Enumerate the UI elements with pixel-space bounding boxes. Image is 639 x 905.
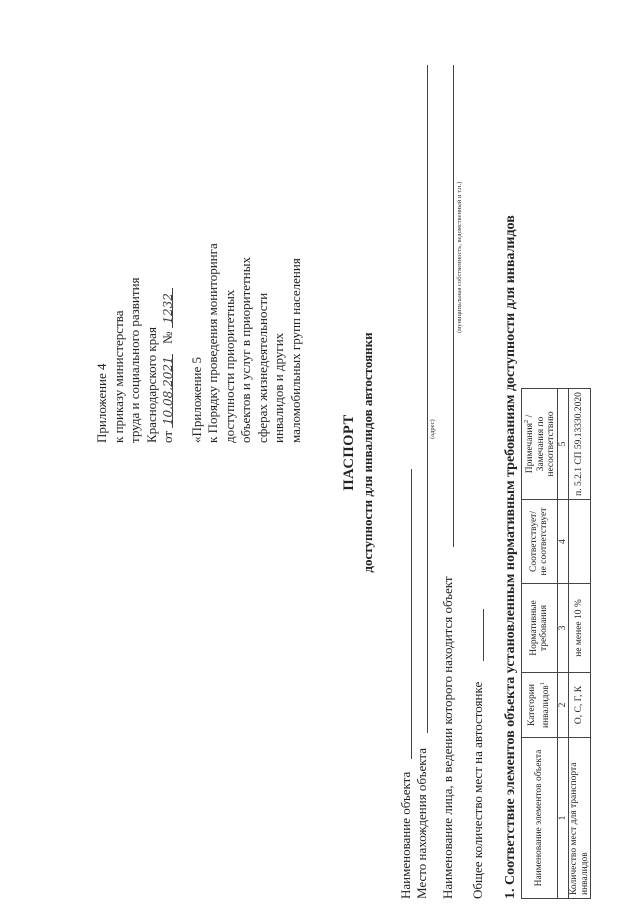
header-cell: Соответствует/ не соответствует [522, 500, 558, 584]
owner-line [453, 65, 454, 547]
date-field [160, 354, 173, 428]
table-header-row [522, 389, 558, 899]
appendix-inner-line: доступности приоритетных [221, 289, 237, 443]
page-title: ПАСПОРТ [341, 414, 357, 491]
object-name-line [411, 469, 412, 759]
number-cell: 3 [557, 584, 569, 673]
header-cell: Категории инвалидов$^1$ [522, 673, 558, 738]
appendix-date-line [160, 243, 177, 443]
object-name-label: Наименование объекта [398, 771, 413, 899]
accessibility-table [521, 388, 591, 899]
owner-label: Наименование лица, в ведении которого находится объект [440, 576, 455, 899]
number-cell: 2 [557, 673, 569, 738]
number-cell: 1 [557, 738, 569, 899]
categories-cell: О, С, Г, К [569, 673, 591, 738]
object-location-label: Место нахождения объекта [414, 748, 429, 899]
appendix-inner-line: сферах жизнедеятельности [254, 292, 270, 443]
appendix-line: к приказу министерства [110, 310, 126, 443]
appendix-line: Краснодарского края [143, 327, 159, 443]
header-cell: Наименование элементов объекта [522, 738, 558, 899]
handwritten-number: 1232 [161, 293, 175, 324]
appendix-inner-line: маломобильных групп населения [287, 258, 303, 443]
from-label: от [160, 430, 175, 443]
section-title: 1. Соответствие элементов объекта установленным нормативным требованиям доступности для инвалидов [503, 215, 518, 899]
address-hint: (адрес) [429, 419, 436, 439]
object-location-line [427, 65, 428, 733]
notes-cell: п. 5.2.1 СП 59.13330.2020 [569, 389, 591, 500]
requirements-cell: не менее 10 % [569, 584, 591, 673]
number-cell: 5 [557, 389, 569, 500]
appendix-inner-line: инвалидов и других [271, 332, 286, 443]
header-cell: Нормативные требования [522, 584, 558, 673]
table-row [569, 389, 591, 899]
header-cell: Примечания$^2$ / Замечания по несоответствию [522, 389, 558, 500]
appendix-inner-line: «Приложение 5 [188, 356, 204, 443]
number-label: № [160, 331, 175, 344]
appendix-line: труда и социального развития [127, 277, 142, 443]
appendix-line: Приложение 4 [94, 363, 109, 443]
total-places-line [483, 609, 484, 661]
element-name-cell: Количество мест для транспорта инвалидов [569, 738, 591, 899]
appendix-inner-line: объектов и услуг в приоритетных [238, 257, 253, 443]
appendix-block [94, 243, 304, 443]
page-subtitle: доступности для инвалидов автостоянки [360, 332, 375, 573]
compliance-cell [569, 500, 591, 584]
table-number-row [557, 389, 569, 899]
number-cell: 4 [557, 500, 569, 584]
owner-hint: (муниципальная собственность, ведомственный и т.п.) [456, 181, 463, 333]
number-field [160, 288, 173, 328]
total-places-label: Общее количество мест на автостоянке [470, 681, 485, 899]
appendix-inner-line: к Порядку проведения мониторинга [205, 243, 220, 443]
handwritten-date: 10.08.2021 [161, 356, 175, 426]
